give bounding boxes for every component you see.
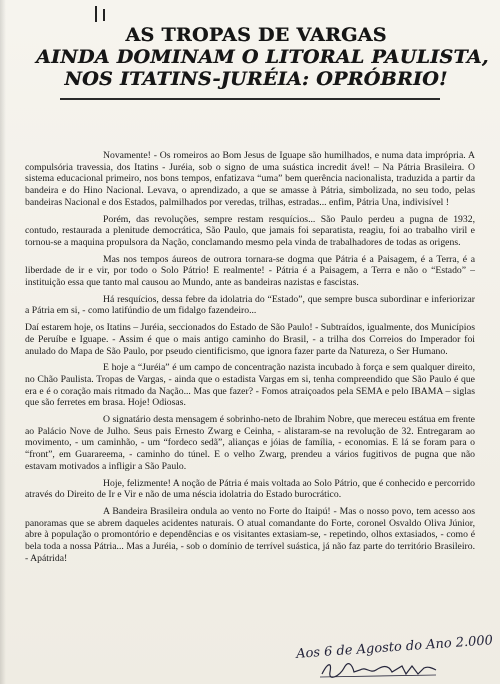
title-line-3: NOS ITATINS-JURÉIA: OPRÓBRIO! bbox=[64, 68, 448, 90]
paragraph: O signatário desta mensagem é sobrinho-neto de Ibrahim Nobre, que mereceu estátua em frente ao Palácio Nove de Julho. Seus pais Ernesto Zwarg e Ceinha, - alistaram-se na revolução de 32. Entregaram ao movimento, - um caminhão, - um “fordeco sedã”, alianças e jóias de família, - economias. E lá se foram para o “front”, em Guarareema, - caminho do túnel. E o velho Zwarg, prendeu a vários fugitivos de pugna que não estavam motivados a infligir a São Paulo. bbox=[25, 414, 475, 472]
paragraph: Novamente! - Os romeiros ao Bom Jesus de Iguape são humilhados, e numa data imprópria. A compulsória travessia, dos Itatins - Juréia, sob o signo de uma suástica incredit ável! – Na Pátria Brasileira. O sistema educacional primeiro, nos bons tempos, enfatizava “uma” bem querência nacionalista, traduzida a partir da bandeira e do Hino Nacional. Levava, o aprendizado, a que se amasse à Pátria, simbolizada, no seu todo, pelas bandeiras Nacional e dos Estados, palmilhados por veredas, trilhas, estradas... enfim, Pátria Una, indivisível ! bbox=[25, 150, 475, 208]
title-line-1: AS TROPAS DE VARGAS bbox=[125, 24, 387, 46]
handwritten-date: Aos 6 de Agosto do Ano 2.000 bbox=[295, 633, 494, 662]
paragraph: Daí estarem hoje, os Itatins – Juréia, seccionados do Estado de São Paulo! - Subtraídos, igualmente, dos Municípios de Peruíbe e Iguape. - Assim é que o mais antigo caminho do Brasil, - a trilha dos Correios do Imperador foi anulado do Mapa de São Paulo, por pseudo cientificismo, que ignora fazer parte da Natureza, o Ser Humano. bbox=[25, 322, 475, 357]
pen-mark bbox=[103, 9, 105, 21]
document-title bbox=[36, 24, 489, 90]
paragraph: E hoje a “Juréia” é um campo de concentração nazista incubado à força e sem qualquer direito, no Chão Paulista. Tropas de Vargas, - ainda que o estadista Vargas em si, tenha compreendido que São Paulo é que era e é o coração mais ritmado da Nação... Mas que fazer? - Fomos atraiçoados pela SEMA e pelo IBAMA – siglas que são ferretes em brasa. Hoje! Odiosas. bbox=[25, 362, 475, 409]
page-edge-shadow bbox=[0, 0, 6, 684]
handwritten-signature bbox=[318, 660, 438, 680]
letter-body bbox=[25, 150, 475, 570]
paragraph: A Bandeira Brasileira ondula ao vento no Forte do Itaipú! - Mas o nosso povo, tem acesso aos panoramas que se abrem daqueles acidentes naturais. O atual comandante do Forte, coronel Osvaldo Oliva Júnior, abre à população o promontório e dependências e os visitantes extasiam-se, - repetindo, olhos extasiados, - como é bela toda a nossa Pátria... Mas a Juréia, - sob o domínio de terrível suástica, já não faz parte do território Brasileiro. - Apátrida! bbox=[25, 505, 475, 564]
pen-mark bbox=[95, 6, 97, 22]
paragraph: Porém, das revoluções, sempre restam resquícios... São Paulo perdeu a pugna de 1932, contudo, restaurada a plenitude democrática, São Paulo, que jamais foi separatista, reagiu, foi ao trabalho viril e tornou-se a maquina propulsora da Nação, conclamando mesmo pela vinda de trabalhadores de todas as origens. bbox=[25, 213, 475, 248]
title-line-2: AINDA DOMINAM O LITORAL PAULISTA, bbox=[36, 46, 489, 68]
title-underline bbox=[60, 98, 440, 100]
paragraph: Mas nos tempos áureos de outrora tornara-se dogma que Pátria é a Paisagem, é a Terra, é a liberdade de ir e vir, por todo o Solo Pátrio! E realmente! - Pátria é a Paisagem, a Terra e não o “Estado” – instituição essa que tanto mal causou ao Mundo, ante as bandeiras nazistas e fascistas. bbox=[25, 253, 475, 289]
paragraph: Há resquícios, dessa febre da idolatria do “Estado”, que sempre busca subordinar e inferiorizar a Pátria em si, - como latifúndio de um fidalgo fazendeiro... bbox=[25, 293, 475, 317]
paragraph: Hoje, felizmente! A noção de Pátria é mais voltada ao Solo Pátrio, que é conhecido e percorrido através do Direito de Ir e Vir e não de uma néscia idolatria do Estado burocrático. bbox=[25, 477, 475, 501]
